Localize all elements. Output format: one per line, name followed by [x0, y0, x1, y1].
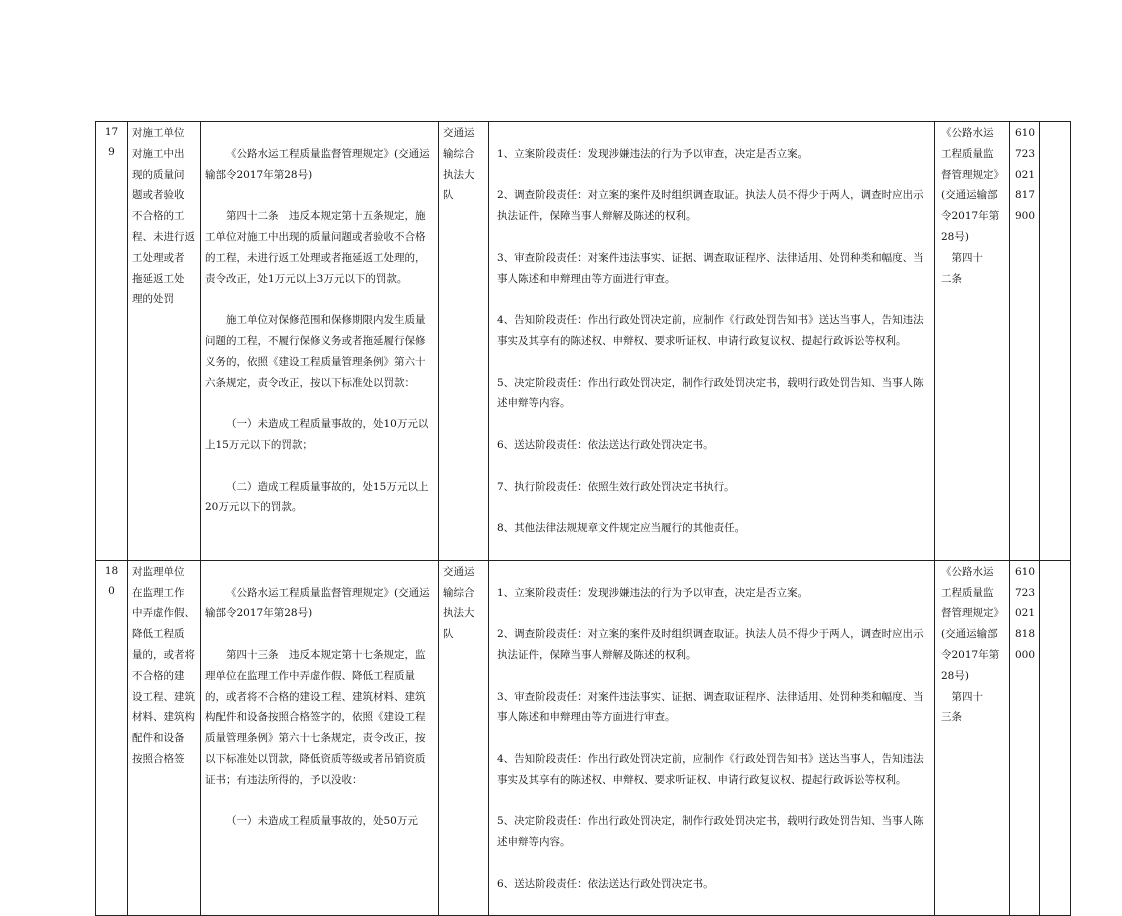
item-name: 对施工单位 对施工中出 现的质量问 题或者验收 不合格的工 程、未进行返 工处理或者 拖延返工处 理的处罚 [128, 122, 201, 561]
table-row [96, 560, 1071, 916]
item-code: 610 723 021 817 900 [1010, 122, 1040, 561]
row-number: 17 9 [96, 122, 128, 561]
legal-basis: 《公路水运工程质量监督管理规定》(交通运输部令2017年第28号) 第四十二条 违反本规定第十五条规定，施工单位对施工中出现的质量问题或者验收不合格的工程，未进行返工处理或者拖延返工处理的，责令改正，处1万元以上3万元以下的罚款。 施工单位对保修范围和保修期限内发生质量问题的工程，不履行保修义务或者拖延履行保修义务的，依照《建设工程质量管理条例》第六十六条规定，责令改正，按以下标准处以罚款： （一）未造成工程质量事故的，处10万元以上15万元以下的罚款； （二）造成工程质量事故的，处15万元以上20万元以下的罚款。 [201, 122, 439, 561]
remark-cell [1040, 122, 1071, 561]
legal-basis: 《公路水运工程质量监督管理规定》(交通运输部令2017年第28号) 第四十三条 违反本规定第十七条规定，监理单位在监理工作中弄虚作假、降低工程质量的，或者将不合格的建设工程、建筑材料、建筑构配件和设备按照合格签字的，依照《建设工程质量管理条例》第六十七条规定，责令改正，按以下标准处以罚款，降低资质等级或者吊销资质证书；有违法所得的，予以没收： （一）未造成工程质量事故的，处50万元 [201, 560, 439, 916]
responsibility-list: 1、立案阶段责任：发现涉嫌违法的行为予以审查，决定是否立案。 2、调查阶段责任：对立案的案件及时组织调查取证。执法人员不得少于两人，调查时应出示执法证件，保障当事人辩解及陈述的权利。 3、审查阶段责任：对案件违法事实、证据、调查取证程序、法律适用、处罚种类和幅度、当事人陈述和申辩理由等方面进行审查。 4、告知阶段责任：作出行政处罚决定前，应制作《行政处罚告知书》送达当事人，告知违法事实及其享有的陈述权、申辩权、要求听证权、申请行政复议权、提起行政诉讼等权利。 5、决定阶段责任：作出行政处罚决定，制作行政处罚决定书，载明行政处罚告知、当事人陈述申辩等内容。 6、送达阶段责任：依法送达行政处罚决定书。 7、执行阶段责任：依照生效行政处罚决定书执行。 8、其他法律法规规章文件规定应当履行的其他责任。 [489, 122, 935, 561]
legal-reference: 《公路水运 工程质量监 督管理规定》 (交通运输部 令2017年第 28号) 第四十 三条 [935, 560, 1010, 916]
penalty-table [95, 121, 1071, 916]
legal-reference: 《公路水运 工程质量监 督管理规定》 (交通运输部 令2017年第 28号) 第四十 二条 [935, 122, 1010, 561]
item-name: 对监理单位 在监理工作 中弄虚作假、 降低工程质 量的，或者将 不合格的建 设工程、建筑 材料、建筑构 配件和设备 按照合格签 [128, 560, 201, 916]
row-number: 18 0 [96, 560, 128, 916]
enforcement-agency: 交通运 输综合 执法大 队 [439, 122, 489, 561]
table-row [96, 122, 1071, 561]
remark-cell [1040, 560, 1071, 916]
responsibility-list: 1、立案阶段责任：发现涉嫌违法的行为予以审查，决定是否立案。 2、调查阶段责任：对立案的案件及时组织调查取证。执法人员不得少于两人，调查时应出示执法证件，保障当事人辩解及陈述的权利。 3、审查阶段责任：对案件违法事实、证据、调查取证程序、法律适用、处罚种类和幅度、当事人陈述和申辩理由等方面进行审查。 4、告知阶段责任：作出行政处罚决定前，应制作《行政处罚告知书》送达当事人，告知违法事实及其享有的陈述权、申辩权、要求听证权、申请行政复议权、提起行政诉讼等权利。 5、决定阶段责任：作出行政处罚决定，制作行政处罚决定书，载明行政处罚告知、当事人陈述申辩等内容。 6、送达阶段责任：依法送达行政处罚决定书。 [489, 560, 935, 916]
enforcement-agency: 交通运 输综合 执法大 队 [439, 560, 489, 916]
item-code: 610 723 021 818 000 [1010, 560, 1040, 916]
